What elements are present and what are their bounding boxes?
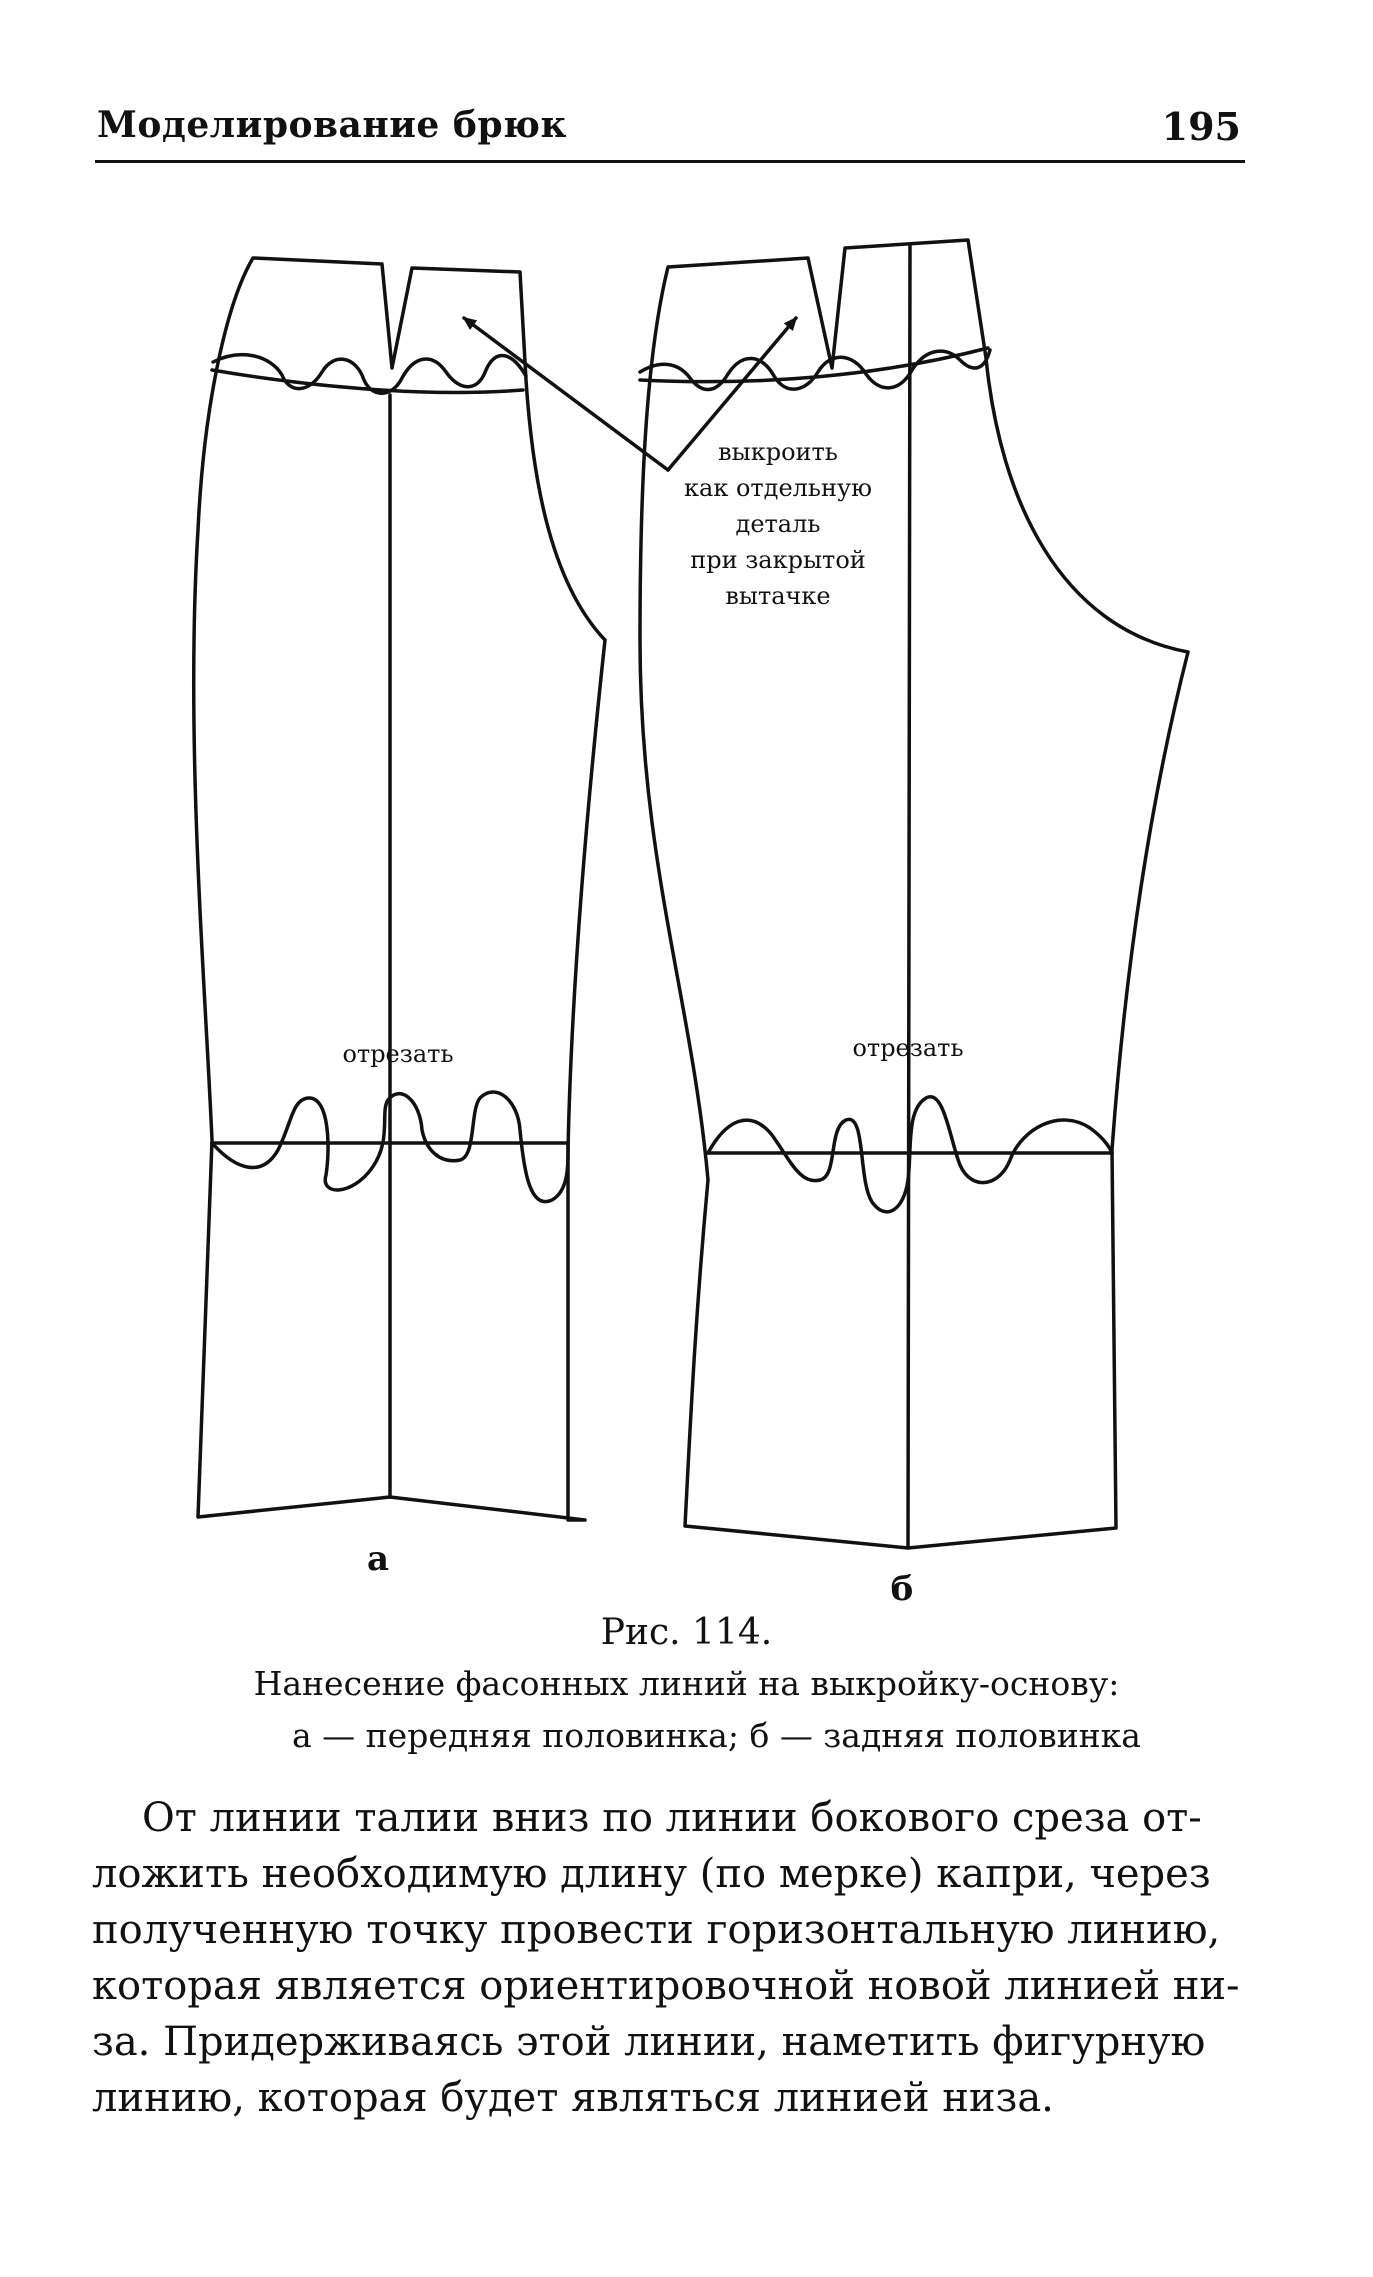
back-grain-line bbox=[908, 245, 910, 1548]
back-waist-wavy-line bbox=[640, 350, 990, 390]
front-yoke-line bbox=[212, 370, 523, 392]
annotation-line-3: деталь bbox=[735, 510, 821, 538]
annotation-arrow-left bbox=[464, 318, 668, 470]
figure-caption-title: Нанесение фасонных линий на выкройку-основу: bbox=[253, 1664, 1120, 1703]
figure-caption-legend: а — передняя половинка; б — задняя половинка bbox=[292, 1716, 1141, 1755]
annotation-line-2: как отдельную bbox=[684, 474, 872, 502]
back-half-outline bbox=[640, 240, 1188, 1548]
figure-number: Рис. 114. bbox=[600, 1612, 773, 1653]
body-line-6: линию, которая будет являться линией низа. bbox=[92, 2075, 1054, 2121]
annotation-line-1: выкроить bbox=[718, 438, 838, 466]
running-head-title: Моделирование брюк bbox=[97, 104, 567, 146]
front-waist-wavy-line bbox=[213, 355, 526, 394]
annotation-line-4: при закрытой bbox=[690, 546, 866, 574]
panel-a-label: а bbox=[366, 1539, 390, 1579]
body-paragraph bbox=[92, 1790, 1242, 2126]
body-line-1: От линии талии вниз по линии бокового среза от- bbox=[142, 1795, 1202, 1841]
body-line-4: которая является ориентировочной новой линией ни- bbox=[92, 1963, 1240, 2009]
page-number: 195 bbox=[1161, 104, 1241, 149]
annotation-line-5: вытачке bbox=[725, 582, 831, 610]
front-half-outline bbox=[194, 258, 605, 1520]
body-line-2: ложить необходимую длину (по мерке) капри, через bbox=[92, 1851, 1211, 1897]
front-cut-label: отрезать bbox=[342, 1040, 454, 1068]
back-cut-label: отрезать bbox=[852, 1034, 964, 1062]
body-line-3: полученную точку провести горизонтальную линию, bbox=[92, 1907, 1221, 1953]
body-line-5: за. Придерживаясь этой линии, наметить фигурную bbox=[92, 2019, 1206, 2065]
panel-b-label: б bbox=[890, 1569, 914, 1609]
